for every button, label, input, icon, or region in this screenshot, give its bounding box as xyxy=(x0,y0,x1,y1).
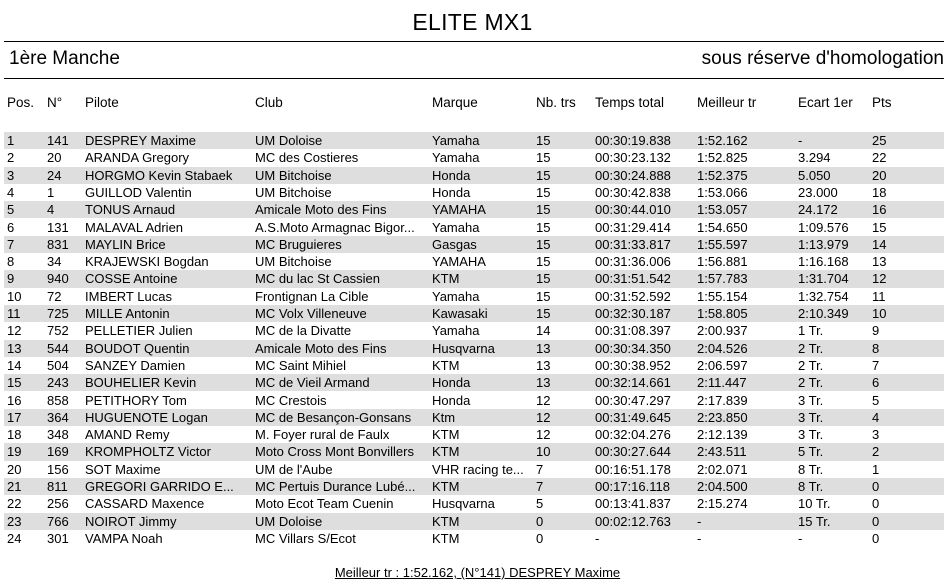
cell-pilote: CASSARD Maxence xyxy=(85,496,205,512)
cell-pilote: MALAVAL Adrien xyxy=(85,219,184,235)
cell-pilote: MAYLIN Brice xyxy=(85,236,166,252)
cell-pts: 3 xyxy=(872,427,880,443)
cell-marque: KTM xyxy=(432,513,460,529)
cell-num: 544 xyxy=(47,340,69,356)
cell-club: Amicale Moto des Fins xyxy=(255,202,387,218)
cell-club: MC Crestois xyxy=(255,392,327,408)
cell-ecart: - xyxy=(798,530,803,546)
cell-pilote: TONUS Arnaud xyxy=(85,202,176,218)
cell-meilleur: 1:55.154 xyxy=(697,288,748,304)
cell-trs: 15 xyxy=(536,306,551,321)
cell-pos: 12 xyxy=(7,323,22,339)
cell-marque: KTM xyxy=(432,444,460,460)
best-lap-footer: Meilleur tr : 1:52.162, (N°141) DESPREY Maxime xyxy=(334,565,621,580)
table-row xyxy=(4,495,944,512)
cell-ecart: 10 Tr. xyxy=(798,496,831,512)
homologation-note: sous réserve d'homologation xyxy=(701,48,944,69)
cell-marque: KTM xyxy=(432,357,460,373)
cell-ecart: 1:13.979 xyxy=(798,236,849,252)
col-header-trs: Nb. trs xyxy=(536,95,576,110)
cell-pts: 7 xyxy=(872,357,880,373)
cell-num: 34 xyxy=(47,254,62,270)
col-header-pos: Pos. xyxy=(7,95,35,110)
cell-meilleur: 2:02.071 xyxy=(697,461,748,477)
cell-pts: 18 xyxy=(872,184,887,200)
cell-pos: 11 xyxy=(7,306,21,321)
cell-ecart: 3.294 xyxy=(798,150,831,166)
cell-pos: 18 xyxy=(7,427,22,443)
cell-pilote: DESPREY Maxime xyxy=(85,133,197,148)
cell-marque: KTM xyxy=(432,271,460,287)
cell-ecart: 15 Tr. xyxy=(798,513,831,529)
table-row xyxy=(4,443,944,460)
cell-temps: - xyxy=(595,530,600,546)
cell-marque: YAMAHA xyxy=(432,254,486,270)
table-row xyxy=(4,253,944,270)
cell-trs: 13 xyxy=(536,357,551,373)
cell-num: 20 xyxy=(47,150,62,166)
cell-num: 301 xyxy=(47,530,69,546)
cell-club: M. Foyer rural de Faulx xyxy=(255,427,390,443)
table-row xyxy=(4,357,944,374)
cell-pos: 8 xyxy=(7,254,15,270)
cell-ecart: 5 Tr. xyxy=(798,444,824,460)
col-header-meilleur: Meilleur tr xyxy=(697,95,757,110)
cell-num: 256 xyxy=(47,496,69,512)
cell-ecart: 8 Tr. xyxy=(798,479,824,494)
cell-pos: 5 xyxy=(7,202,15,218)
table-row xyxy=(4,167,944,184)
cell-ecart: 8 Tr. xyxy=(798,461,824,477)
table-row xyxy=(4,184,944,201)
cell-ecart: 5.050 xyxy=(798,167,831,183)
cell-club: MC Pertuis Durance Lubé... xyxy=(255,479,416,494)
cell-num: 831 xyxy=(47,236,69,252)
cell-meilleur: 1:52.375 xyxy=(697,167,748,183)
cell-temps: 00:30:27.644 xyxy=(595,444,671,460)
col-header-marque: Marque xyxy=(432,95,478,110)
cell-club: UM de l'Aube xyxy=(255,461,333,477)
cell-meilleur: 2:17.839 xyxy=(697,392,748,408)
table-row xyxy=(4,219,944,236)
cell-pts: 1 xyxy=(872,461,880,477)
cell-temps: 00:02:12.763 xyxy=(595,513,671,529)
cell-pos: 2 xyxy=(7,150,15,166)
cell-meilleur: 1:58.805 xyxy=(697,306,748,321)
cell-pos: 17 xyxy=(7,409,22,425)
cell-num: 141 xyxy=(47,133,69,148)
cell-ecart: 1:09.576 xyxy=(798,219,849,235)
cell-pts: 12 xyxy=(872,271,887,287)
cell-pilote: ARANDA Gregory xyxy=(85,150,190,166)
cell-num: 24 xyxy=(47,167,62,183)
cell-num: 131 xyxy=(47,219,69,235)
cell-temps: 00:32:30.187 xyxy=(595,306,671,321)
cell-num: 858 xyxy=(47,392,69,408)
cell-pts: 15 xyxy=(872,219,887,235)
table-row xyxy=(4,374,944,391)
cell-meilleur: 1:57.783 xyxy=(697,271,748,287)
cell-club: UM Doloise xyxy=(255,133,323,148)
cell-pilote: GUILLOD Valentin xyxy=(85,184,192,200)
col-header-pilote: Pilote xyxy=(85,95,119,110)
cell-pilote: HORGMO Kevin Stabaek xyxy=(85,167,233,183)
cell-meilleur: 2:00.937 xyxy=(697,323,748,339)
cell-marque: YAMAHA xyxy=(432,202,486,218)
cell-meilleur: 1:53.057 xyxy=(697,202,748,218)
cell-trs: 13 xyxy=(536,340,551,356)
cell-trs: 15 xyxy=(536,184,551,200)
col-header-pts: Pts xyxy=(872,95,892,110)
table-row xyxy=(4,305,944,322)
cell-club: MC Bruguieres xyxy=(255,236,342,252)
cell-pts: 8 xyxy=(872,340,880,356)
cell-pos: 19 xyxy=(7,444,22,460)
cell-ecart: 3 Tr. xyxy=(798,427,824,443)
cell-club: MC du lac St Cassien xyxy=(255,271,380,287)
cell-pts: 25 xyxy=(872,133,887,148)
cell-pts: 16 xyxy=(872,202,887,218)
cell-trs: 14 xyxy=(536,323,551,339)
table-row xyxy=(4,513,944,530)
cell-pilote: HUGUENOTE Logan xyxy=(85,409,208,425)
cell-meilleur: 2:04.500 xyxy=(697,479,748,494)
cell-pts: 9 xyxy=(872,323,880,339)
cell-pts: 0 xyxy=(872,513,880,529)
cell-club: UM Bitchoise xyxy=(255,167,332,183)
cell-pos: 9 xyxy=(7,271,15,287)
cell-meilleur: 2:15.274 xyxy=(697,496,748,512)
cell-pts: 0 xyxy=(872,479,880,494)
cell-num: 1 xyxy=(47,184,55,200)
cell-temps: 00:13:41.837 xyxy=(595,496,671,512)
cell-pos: 7 xyxy=(7,236,15,252)
cell-pts: 20 xyxy=(872,167,887,183)
cell-marque: Husqvarna xyxy=(432,340,495,356)
table-row xyxy=(4,426,944,443)
cell-pos: 21 xyxy=(7,479,22,494)
cell-trs: 7 xyxy=(536,461,544,477)
cell-pilote: NOIROT Jimmy xyxy=(85,513,177,529)
cell-marque: KTM xyxy=(432,479,460,494)
cell-meilleur: 1:54.650 xyxy=(697,219,748,235)
cell-marque: Husqvarna xyxy=(432,496,495,512)
cell-pos: 15 xyxy=(7,375,22,391)
cell-meilleur: 1:55.597 xyxy=(697,236,748,252)
cell-num: 504 xyxy=(47,357,69,373)
cell-meilleur: - xyxy=(697,513,702,529)
cell-pilote: COSSE Antoine xyxy=(85,271,178,287)
cell-pts: 10 xyxy=(872,306,887,321)
cell-temps: 00:31:49.645 xyxy=(595,409,671,425)
col-header-ecart: Ecart 1er xyxy=(798,95,853,110)
cell-temps: 00:17:16.118 xyxy=(595,479,670,494)
table-row xyxy=(4,288,944,305)
cell-pos: 20 xyxy=(7,461,22,477)
cell-ecart: 3 Tr. xyxy=(798,392,824,408)
cell-pos: 4 xyxy=(7,184,15,200)
cell-trs: 7 xyxy=(536,479,544,494)
cell-pts: 0 xyxy=(872,530,880,546)
cell-ecart: 23.000 xyxy=(798,184,838,200)
cell-meilleur: 1:53.066 xyxy=(697,184,748,200)
cell-marque: Honda xyxy=(432,167,471,183)
cell-pilote: BOUDOT Quentin xyxy=(85,340,190,356)
cell-num: 940 xyxy=(47,271,69,287)
header-divider xyxy=(4,78,944,79)
cell-club: MC de Vieil Armand xyxy=(255,375,370,391)
cell-marque: Honda xyxy=(432,392,471,408)
cell-pts: 14 xyxy=(872,236,887,252)
cell-pilote: VAMPA Noah xyxy=(85,530,163,546)
cell-pts: 6 xyxy=(872,375,880,391)
cell-marque: Yamaha xyxy=(432,323,480,339)
cell-trs: 15 xyxy=(536,254,551,270)
cell-marque: Yamaha xyxy=(432,219,480,235)
cell-num: 766 xyxy=(47,513,69,529)
cell-pos: 13 xyxy=(7,340,22,356)
cell-club: Frontignan La Cible xyxy=(255,288,369,304)
cell-num: 169 xyxy=(47,444,69,460)
cell-ecart: 1:31.704 xyxy=(798,271,849,287)
cell-temps: 00:31:52.592 xyxy=(595,288,671,304)
cell-trs: 15 xyxy=(536,219,551,235)
table-row xyxy=(4,132,944,149)
table-row xyxy=(4,392,944,409)
col-header-num: N° xyxy=(47,95,63,110)
top-divider xyxy=(4,41,944,42)
table-row xyxy=(4,149,944,166)
cell-num: 4 xyxy=(47,202,55,218)
cell-num: 364 xyxy=(47,409,69,425)
cell-temps: 00:31:36.006 xyxy=(595,254,671,270)
cell-temps: 00:31:29.414 xyxy=(595,219,671,235)
page-title: ELITE MX1 xyxy=(412,9,533,35)
cell-marque: Yamaha xyxy=(432,288,480,304)
cell-pts: 13 xyxy=(872,254,887,270)
cell-marque: Yamaha xyxy=(432,133,480,148)
cell-club: MC des Costieres xyxy=(255,150,359,166)
cell-pilote: MILLE Antonin xyxy=(85,306,170,321)
cell-meilleur: 2:43.511 xyxy=(697,444,747,460)
cell-ecart: 2 Tr. xyxy=(798,357,824,373)
cell-trs: 0 xyxy=(536,530,544,546)
cell-temps: 00:32:14.661 xyxy=(595,375,671,391)
cell-pilote: BOUHELIER Kevin xyxy=(85,375,197,391)
cell-marque: KTM xyxy=(432,530,460,546)
cell-trs: 0 xyxy=(536,513,544,529)
cell-club: MC Volx Villeneuve xyxy=(255,306,367,321)
cell-pos: 14 xyxy=(7,357,22,373)
cell-num: 752 xyxy=(47,323,69,339)
cell-trs: 12 xyxy=(536,427,551,443)
cell-trs: 15 xyxy=(536,167,551,183)
cell-marque: Honda xyxy=(432,184,471,200)
cell-marque: Gasgas xyxy=(432,236,477,252)
table-row xyxy=(4,478,944,495)
cell-ecart: 24.172 xyxy=(798,202,838,218)
cell-ecart: 2 Tr. xyxy=(798,340,824,356)
cell-club: Moto Ecot Team Cuenin xyxy=(255,496,394,512)
cell-meilleur: 2:23.850 xyxy=(697,409,748,425)
cell-pilote: GREGORI GARRIDO E... xyxy=(85,479,234,494)
cell-num: 725 xyxy=(47,306,69,321)
cell-temps: 00:30:34.350 xyxy=(595,340,671,356)
cell-num: 348 xyxy=(47,427,69,443)
cell-pts: 4 xyxy=(872,409,880,425)
cell-trs: 10 xyxy=(536,444,551,460)
cell-pilote: SANZEY Damien xyxy=(85,357,186,373)
cell-pos: 1 xyxy=(7,133,15,148)
cell-pos: 24 xyxy=(7,530,22,546)
cell-pilote: PELLETIER Julien xyxy=(85,323,193,339)
cell-club: UM Doloise xyxy=(255,513,323,529)
cell-trs: 15 xyxy=(536,202,551,218)
col-header-temps: Temps total xyxy=(595,95,665,110)
cell-marque: Honda xyxy=(432,375,471,391)
cell-temps: 00:30:38.952 xyxy=(595,357,671,373)
cell-pilote: AMAND Remy xyxy=(85,427,170,443)
cell-trs: 12 xyxy=(536,392,551,408)
cell-temps: 00:31:08.397 xyxy=(595,323,671,339)
cell-pilote: KROMPHOLTZ Victor xyxy=(85,444,211,460)
table-row xyxy=(4,236,944,253)
cell-pts: 11 xyxy=(872,288,886,304)
cell-ecart: 1 Tr. xyxy=(798,323,824,339)
cell-meilleur: 2:04.526 xyxy=(697,340,748,356)
cell-temps: 00:31:51.542 xyxy=(595,271,671,287)
cell-club: MC Saint Mihiel xyxy=(255,357,347,373)
cell-marque: KTM xyxy=(432,427,460,443)
cell-ecart: 2:10.349 xyxy=(798,306,849,321)
cell-meilleur: 1:52.825 xyxy=(697,150,748,166)
cell-pilote: KRAJEWSKI Bogdan xyxy=(85,254,209,270)
cell-pos: 22 xyxy=(7,496,22,512)
cell-trs: 5 xyxy=(536,496,544,512)
table-row xyxy=(4,461,944,478)
cell-temps: 00:30:42.838 xyxy=(595,184,671,200)
cell-temps: 00:30:23.132 xyxy=(595,150,671,166)
col-header-club: Club xyxy=(255,95,283,110)
cell-temps: 00:32:04.276 xyxy=(595,427,671,443)
cell-club: MC de Besançon-Gonsans xyxy=(255,409,412,425)
cell-ecart: - xyxy=(798,133,803,148)
cell-pilote: PETITHORY Tom xyxy=(85,392,187,408)
cell-meilleur: 2:06.597 xyxy=(697,357,748,373)
cell-trs: 15 xyxy=(536,150,551,166)
table-row xyxy=(4,530,944,547)
cell-trs: 15 xyxy=(536,236,551,252)
cell-trs: 12 xyxy=(536,409,551,425)
cell-pilote: SOT Maxime xyxy=(85,461,161,477)
cell-trs: 15 xyxy=(536,288,551,304)
cell-ecart: 1:16.168 xyxy=(798,254,849,270)
cell-club: A.S.Moto Armagnac Bigor... xyxy=(255,219,415,235)
cell-pts: 0 xyxy=(872,496,880,512)
table-row xyxy=(4,340,944,357)
cell-temps: 00:31:33.817 xyxy=(595,236,671,252)
cell-pts: 5 xyxy=(872,392,880,408)
table-row xyxy=(4,409,944,426)
cell-ecart: 2 Tr. xyxy=(798,375,824,391)
cell-ecart: 3 Tr. xyxy=(798,409,824,425)
cell-temps: 00:30:47.297 xyxy=(595,392,671,408)
cell-marque: VHR racing te... xyxy=(432,461,524,477)
cell-pos: 23 xyxy=(7,513,22,529)
cell-club: UM Bitchoise xyxy=(255,184,332,200)
cell-pos: 10 xyxy=(7,288,22,304)
table-row xyxy=(4,322,944,339)
cell-trs: 13 xyxy=(536,375,551,391)
cell-temps: 00:16:51.178 xyxy=(595,461,671,477)
cell-club: MC Villars S/Ecot xyxy=(255,530,356,546)
cell-meilleur: 1:56.881 xyxy=(697,254,748,270)
cell-trs: 15 xyxy=(536,271,551,287)
cell-ecart: 1:32.754 xyxy=(798,288,849,304)
cell-meilleur: 2:11.447 xyxy=(697,375,747,391)
cell-marque: Yamaha xyxy=(432,150,480,166)
cell-club: MC de la Divatte xyxy=(255,323,352,339)
cell-num: 156 xyxy=(47,461,69,477)
cell-pilote: IMBERT Lucas xyxy=(85,288,172,304)
session-label: 1ère Manche xyxy=(9,48,120,69)
cell-temps: 00:30:19.838 xyxy=(595,133,671,148)
cell-meilleur: 2:12.139 xyxy=(697,427,748,443)
cell-num: 243 xyxy=(47,375,69,391)
cell-marque: Ktm xyxy=(432,409,456,425)
cell-pos: 3 xyxy=(7,167,15,183)
table-row xyxy=(4,270,944,287)
cell-club: UM Bitchoise xyxy=(255,254,332,270)
cell-pos: 6 xyxy=(7,219,15,235)
cell-pts: 22 xyxy=(872,150,887,166)
cell-num: 72 xyxy=(47,288,62,304)
cell-club: Moto Cross Mont Bonvillers xyxy=(255,444,414,460)
cell-meilleur: - xyxy=(697,530,702,546)
cell-temps: 00:30:24.888 xyxy=(595,167,671,183)
cell-temps: 00:30:44.010 xyxy=(595,202,671,218)
table-row xyxy=(4,201,944,218)
cell-pos: 16 xyxy=(7,392,22,408)
table-header xyxy=(0,95,945,113)
cell-trs: 15 xyxy=(536,133,551,148)
cell-marque: Kawasaki xyxy=(432,306,488,321)
cell-meilleur: 1:52.162 xyxy=(697,133,748,148)
cell-num: 811 xyxy=(47,479,68,494)
cell-club: Amicale Moto des Fins xyxy=(255,340,387,356)
cell-pts: 2 xyxy=(872,444,880,460)
